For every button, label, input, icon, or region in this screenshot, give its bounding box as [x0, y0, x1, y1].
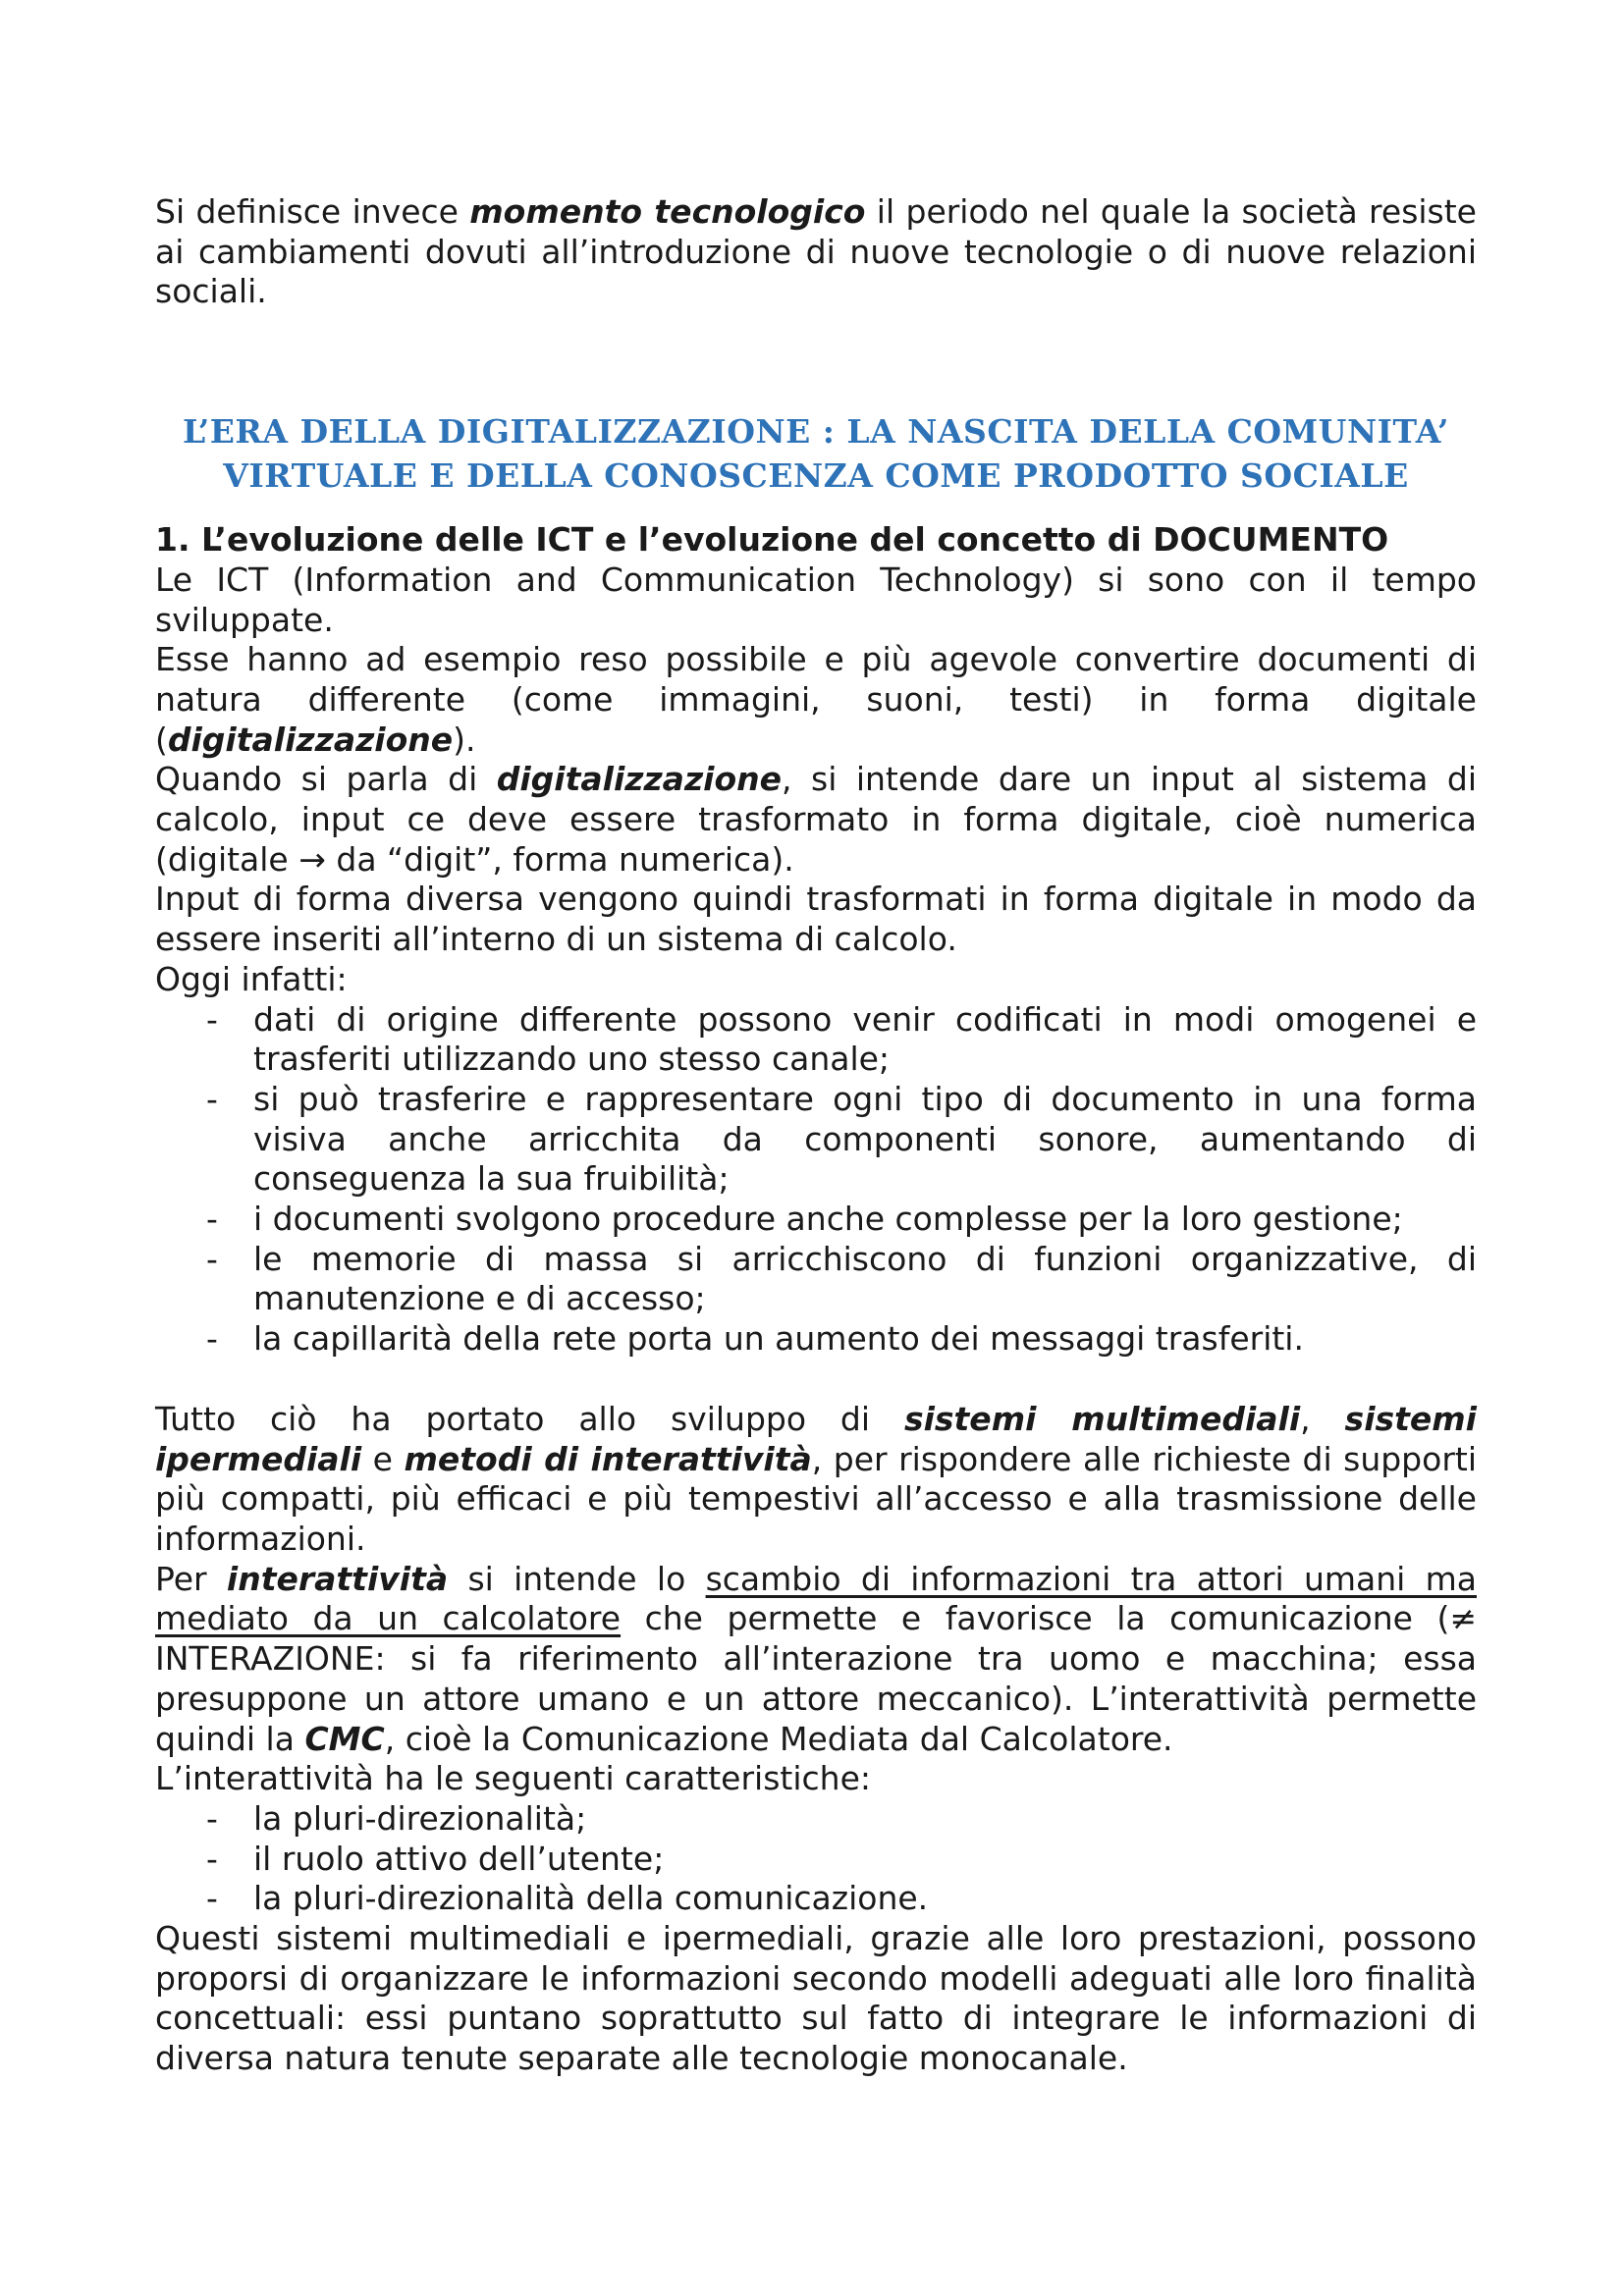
list-item: - la capillarità della rete porta un aumento dei messaggi trasferiti.	[206, 1319, 1304, 1359]
chapter-title-line-2: VIRTUALE E DELLA CONOSCENZA COME PRODOTTO SOCIALE	[223, 456, 1409, 496]
paragraph-digitalization-definition: Quando si parla di digitalizzazione, si intende dare un input al sistema di calcolo, input ce deve essere trasformato in forma digitale, cioè numerica (digitale → da “digit”, forma numerica).	[155, 760, 1477, 879]
paragraph-conversion: Esse hanno ad esempio reso possibile e più agevole convertire documenti di natura differente (come immagini, suoni, testi) in forma digitale (digitalizzazione).	[155, 640, 1477, 759]
term-digitalizzazione-2: digitalizzazione	[496, 760, 783, 799]
paragraph-oggi-infatti: Oggi infatti:	[155, 959, 348, 998]
list-item: - dati di origine differente possono venir codificati in modi omogenei e trasferiti utilizzando uno stesso canale;	[206, 999, 1477, 1079]
list-interactivity-characteristics	[155, 1799, 1477, 1919]
underlined-definition: scambio di informazioni tra attori umani ma mediato da un calcolatore	[155, 1559, 1477, 1638]
section-heading: 1. L’evoluzione delle ICT e l’evoluzione del concetto di DOCUMENTO	[155, 520, 1389, 560]
paragraph-ict: Le ICT (Information and Communication Technology) si sono con il tempo sviluppate.	[155, 560, 1477, 639]
intro-paragraph: Si definisce invece momento tecnologico il periodo nel quale la società resiste ai cambiamenti dovuti all’introduzione di nuove tecnologie o di nuove relazioni sociali.	[155, 192, 1477, 311]
list-item: - i documenti svolgono procedure anche complesse per la loro gestione;	[206, 1200, 1403, 1239]
paragraph-characteristics: L’interattività ha le seguenti caratteristiche:	[155, 1759, 871, 1798]
term-metodi-interattivita: metodi di interattività	[404, 1439, 812, 1478]
paragraph-multimedia-systems: Tutto ciò ha portato allo sviluppo di sistemi multimediali, sistemi ipermediali e metodi di interattività, per rispondere alle richieste di supporti più compatti, più efficaci e più tempestivi all’accesso e alla trasmissione delle informazioni.	[155, 1399, 1477, 1558]
paragraph-input: Input di forma diversa vengono quindi trasformati in forma digitale in modo da essere inseriti all’interno di un sistema di calcolo.	[155, 880, 1477, 959]
term-momento-tecnologico: momento tecnologico	[469, 192, 866, 231]
term-sistemi-ipermediali: sistemi ipermediali	[155, 1399, 1477, 1478]
document-page	[155, 192, 1477, 2079]
list-item: - le memorie di massa si arricchiscono di funzioni organizzative, di manutenzione e di accesso;	[206, 1239, 1477, 1318]
list-item: - la pluri-direzionalità;	[206, 1798, 587, 1838]
list-digital-benefits	[155, 1000, 1477, 1360]
term-cmc: CMC	[304, 1719, 385, 1758]
term-digitalizzazione: digitalizzazione	[167, 720, 454, 759]
chapter-title	[155, 409, 1477, 498]
chapter-title-line-1: L’ERA DELLA DIGITALIZZAZIONE : LA NASCITA DELLA COMUNITA’	[183, 412, 1449, 452]
paragraph-interactivity-definition: Per interattività si intende lo scambio di informazioni tra attori umani ma mediato da un calcolatore che permette e favorisce la comunicazione (≠ INTERAZIONE: si fa riferimento all’interazione tra uomo e macchina; essa presuppone un attore umano e un attore meccanico). L’interattività permette quindi la CMC, cioè la Comunicazione Mediata dal Calcolatore.	[155, 1559, 1477, 1758]
list-item: - la pluri-direzionalità della comunicazione.	[206, 1879, 929, 1918]
list-item: - il ruolo attivo dell’utente;	[206, 1839, 665, 1878]
term-interattivita: interattività	[226, 1559, 449, 1598]
paragraph-conclusion: Questi sistemi multimediali e ipermediali, grazie alle loro prestazioni, possono proporsi di organizzare le informazioni secondo modelli adeguati alle loro finalità concettuali: essi puntano soprattutto sul fatto di integrare le informazioni di diversa natura tenute separate alle tecnologie monocanale.	[155, 1919, 1477, 2078]
list-item: - si può trasferire e rappresentare ogni tipo di documento in una forma visiva anche arricchita da componenti sonore, aumentando di conseguenza la sua fruibilità;	[206, 1079, 1477, 1199]
term-sistemi-multimediali: sistemi multimediali	[903, 1399, 1301, 1438]
